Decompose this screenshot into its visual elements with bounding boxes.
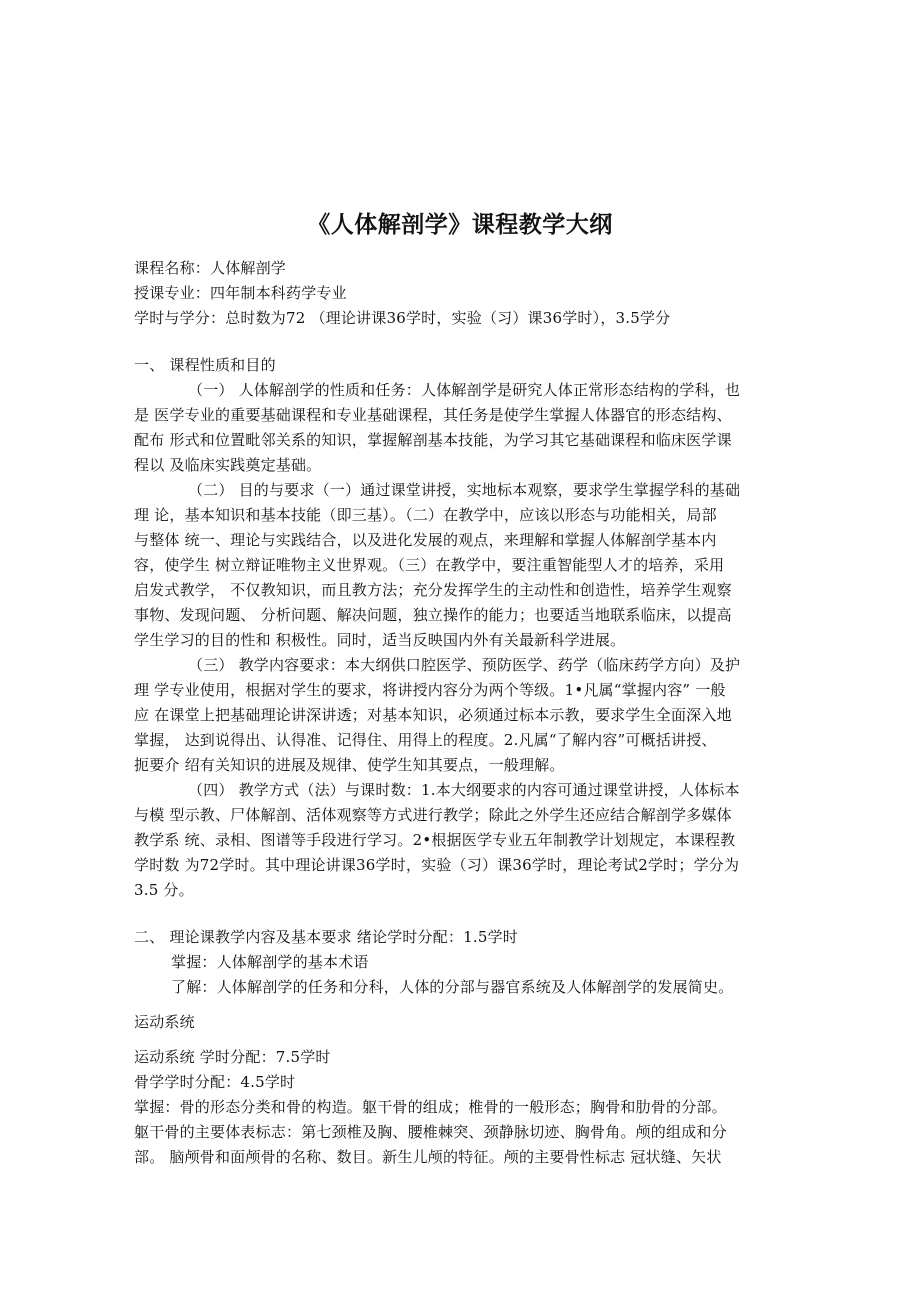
section1-p4-line: 教学系 统、录相、图谱等手段进行学习。2•根据医学专业五年制教学计划规定，本课程教 (134, 831, 736, 849)
course-name: 课程名称：人体解剖学 (134, 259, 287, 277)
section1-p1-line: 程以 及临床实践奠定基础。 (134, 456, 322, 474)
section1-p2-line: （二） 目的与要求（一）通过课堂讲授，实地标本观察，要求学生掌握学科的基础 (188, 481, 741, 499)
intro-understand: 了解：人体解剖学的任务和分科，人体的分部与器官系统及人体解剖学的发展简史。 (171, 978, 734, 996)
osteology-master-line: 部。 脑颅骨和面颅骨的名称、数目。新生儿颅的特征。颅的主要骨性标志 冠状缝、矢状 (134, 1148, 722, 1166)
section1-p3-line: 掌握， 达到说得出、认得准、记得住、用得上的程度。2.凡属“了解内容”可概括讲授、 (134, 731, 717, 749)
section1-p2-line: 理 论，基本知识和基本技能（即三基）。（二）在教学中，应该以形态与功能相关，局部 (134, 506, 717, 524)
section1-p4-line: 3.5 分。 (134, 881, 194, 899)
course-major: 授课专业：四年制本科药学专业 (134, 284, 347, 302)
osteology-master-line: 掌握：骨的形态分类和骨的构造。躯干骨的组成；椎骨的一般形态；胸骨和肋骨的分部。 (134, 1098, 727, 1116)
section1-p2-line: 与整体 统一、理论与实践结合，以及进化发展的观点，来理解和掌握人体解剖学基本内 (134, 531, 717, 549)
section1-p2-line: 学生学习的目的性和 积极性。同时，适当反映国内外有关最新科学进展。 (134, 631, 626, 649)
section2-heading: 二、 理论课教学内容及基本要求 绪论学时分配：1.5学时 (134, 928, 518, 946)
osteology-master-line: 躯干骨的主要体表标志：第七颈椎及胸、腰椎棘突、颈静脉切迹、胸骨角。颅的组成和分 (134, 1123, 727, 1141)
section1-p3-line: 扼要介 绍有关知识的进展及规律、使学生知其要点，一般理解。 (134, 756, 565, 774)
section1-p2-line: 容，使学生 树立辩证唯物主义世界观。（三）在教学中，要注重智能型人才的培养，采用 (134, 556, 725, 574)
section1-p3-line: 应 在课堂上把基础理论讲深讲透；对基本知识，必须通过标本示教，要求学生全面深入地 (134, 706, 732, 724)
osteology-hours: 骨学学时分配：4.5学时 (134, 1073, 296, 1091)
section1-p2-line: 启发式教学， 不仅教知识，而且教方法；充分发挥学生的主动性和创造性，培养学生观察 (134, 581, 732, 599)
section1-p1-line: 配布 形式和位置毗邻关系的知识，掌握解剖基本技能，为学习其它基础课程和临床医学课 (134, 431, 732, 449)
section1-p1-line: 是 医学专业的重要基础课程和专业基础课程，其任务是使学生掌握人体器官的形态结构、 (134, 406, 732, 424)
document-title: 《人体解剖学》课程教学大纲 (307, 212, 613, 238)
motor-system-hours: 运动系统 学时分配：7.5学时 (134, 1048, 331, 1066)
section1-p4-line: 与模 型示教、尸体解剖、活体观察等方式进行教学；除此之外学生还应结合解剖学多媒体 (134, 806, 732, 824)
section1-p3-line: （三） 教学内容要求：本大纲供口腔医学、预防医学、药学（临床药学方向）及护 (188, 656, 741, 674)
motor-system-heading: 运动系统 (134, 1013, 195, 1031)
section1-p2-line: 事物、发现问题、 分析问题、解决问题，独立操作的能力；也要适当地联系临床，以提高 (134, 606, 732, 624)
intro-master: 掌握：人体解剖学的基本术语 (171, 953, 369, 971)
section1-p1-line: （一） 人体解剖学的性质和任务：人体解剖学是研究人体正常形态结构的学科，也 (188, 381, 741, 399)
section1-p4-line: （四） 教学方式（法）与课时数：1.本大纲要求的内容可通过课堂讲授，人体标本 (188, 781, 740, 799)
section1-p3-line: 理 学专业使用，根据对学生的要求，将讲授内容分为两个等级。1•凡属“掌握内容” 一般 (134, 681, 726, 699)
section1-p4-line: 学时数 为72学时。其中理论讲课36学时，实验（习）课36学时，理论考试2学时；学分为 (134, 856, 740, 874)
hours-credits: 学时与学分：总时数为72 （理论讲课36学时，实验（习）课36学时），3.5学分 (134, 309, 671, 327)
section1-heading: 一、 课程性质和目的 (134, 356, 276, 374)
